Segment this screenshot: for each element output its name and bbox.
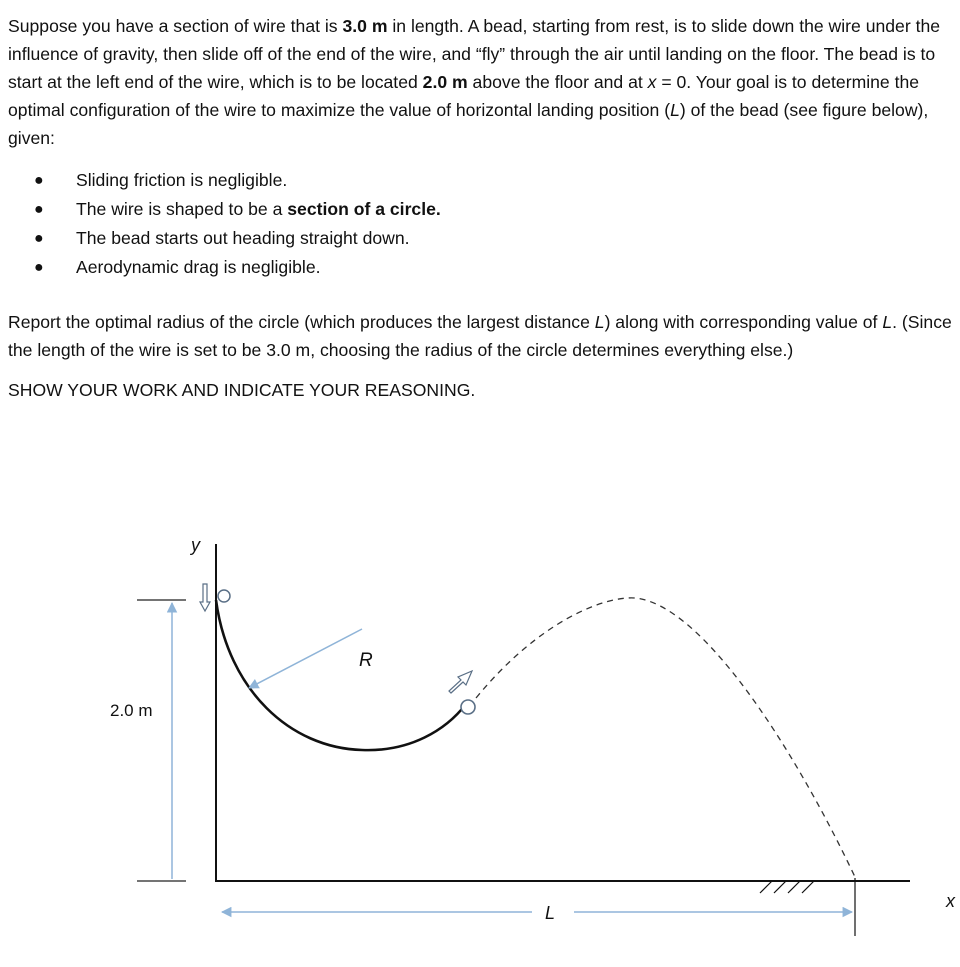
radius-label: R xyxy=(359,650,373,671)
condition-text: Sliding friction is negligible. xyxy=(76,170,288,190)
velocity-launch-arrow-icon xyxy=(449,671,472,693)
bead-release-icon xyxy=(461,700,475,714)
y-axis-label: y xyxy=(191,535,200,555)
condition-text: The wire is shaped to be a section of a circle. xyxy=(76,199,441,219)
condition-item xyxy=(8,166,953,195)
bead-on-wire-figure xyxy=(0,440,960,967)
figure-svg xyxy=(0,440,960,967)
problem-statement xyxy=(8,12,953,404)
radius-indicator xyxy=(249,629,373,688)
bullet-icon: ● xyxy=(34,259,44,276)
bullet-icon: ● xyxy=(34,230,44,247)
condition-item xyxy=(8,253,953,282)
bead-start-icon xyxy=(218,590,230,602)
axes xyxy=(189,535,956,911)
problem-paragraph-1: Suppose you have a section of wire that is 3.0 m in length. A bead, starting from rest, is to slide down the wire under the influence of gravity, then slide off of the end of the wire, and “fly” through the air until landing on the floor. The bead is to start at the left end of the wire, which is to be located 2.0 m above the floor and at x = 0. Your goal is to determine the optimal configuration of the wire to maximize the value of horizontal landing position (L) of the bead (see figure below), given: xyxy=(8,16,941,148)
height-label: 2.0 m xyxy=(110,701,153,720)
condition-item xyxy=(8,195,953,224)
given-conditions-list xyxy=(8,166,953,282)
bullet-icon: ● xyxy=(34,172,44,189)
problem-paragraph-2: Report the optimal radius of the circle (which produces the largest distance L) along with corresponding value of L. (Since the length of the wire is set to be 3.0 m, choosing the radius of the circle determines everything else.) xyxy=(8,312,952,360)
distance-dimension xyxy=(222,903,852,923)
trajectory-path xyxy=(476,598,855,877)
wire-arc xyxy=(216,600,466,750)
velocity-down-arrow-icon xyxy=(200,584,210,611)
x-axis-label: x xyxy=(946,891,955,911)
distance-label: L xyxy=(545,903,556,923)
bullet-icon: ● xyxy=(34,201,44,218)
radius-arrow xyxy=(249,629,362,688)
condition-text: The bead starts out heading straight down. xyxy=(76,228,410,248)
height-dimension xyxy=(110,600,186,881)
condition-text: Aerodynamic drag is negligible. xyxy=(76,257,321,277)
floor-hatch xyxy=(760,881,814,893)
condition-item xyxy=(8,224,953,253)
instruction-line: SHOW YOUR WORK AND INDICATE YOUR REASONING. xyxy=(8,380,476,400)
bead-release xyxy=(449,671,475,714)
